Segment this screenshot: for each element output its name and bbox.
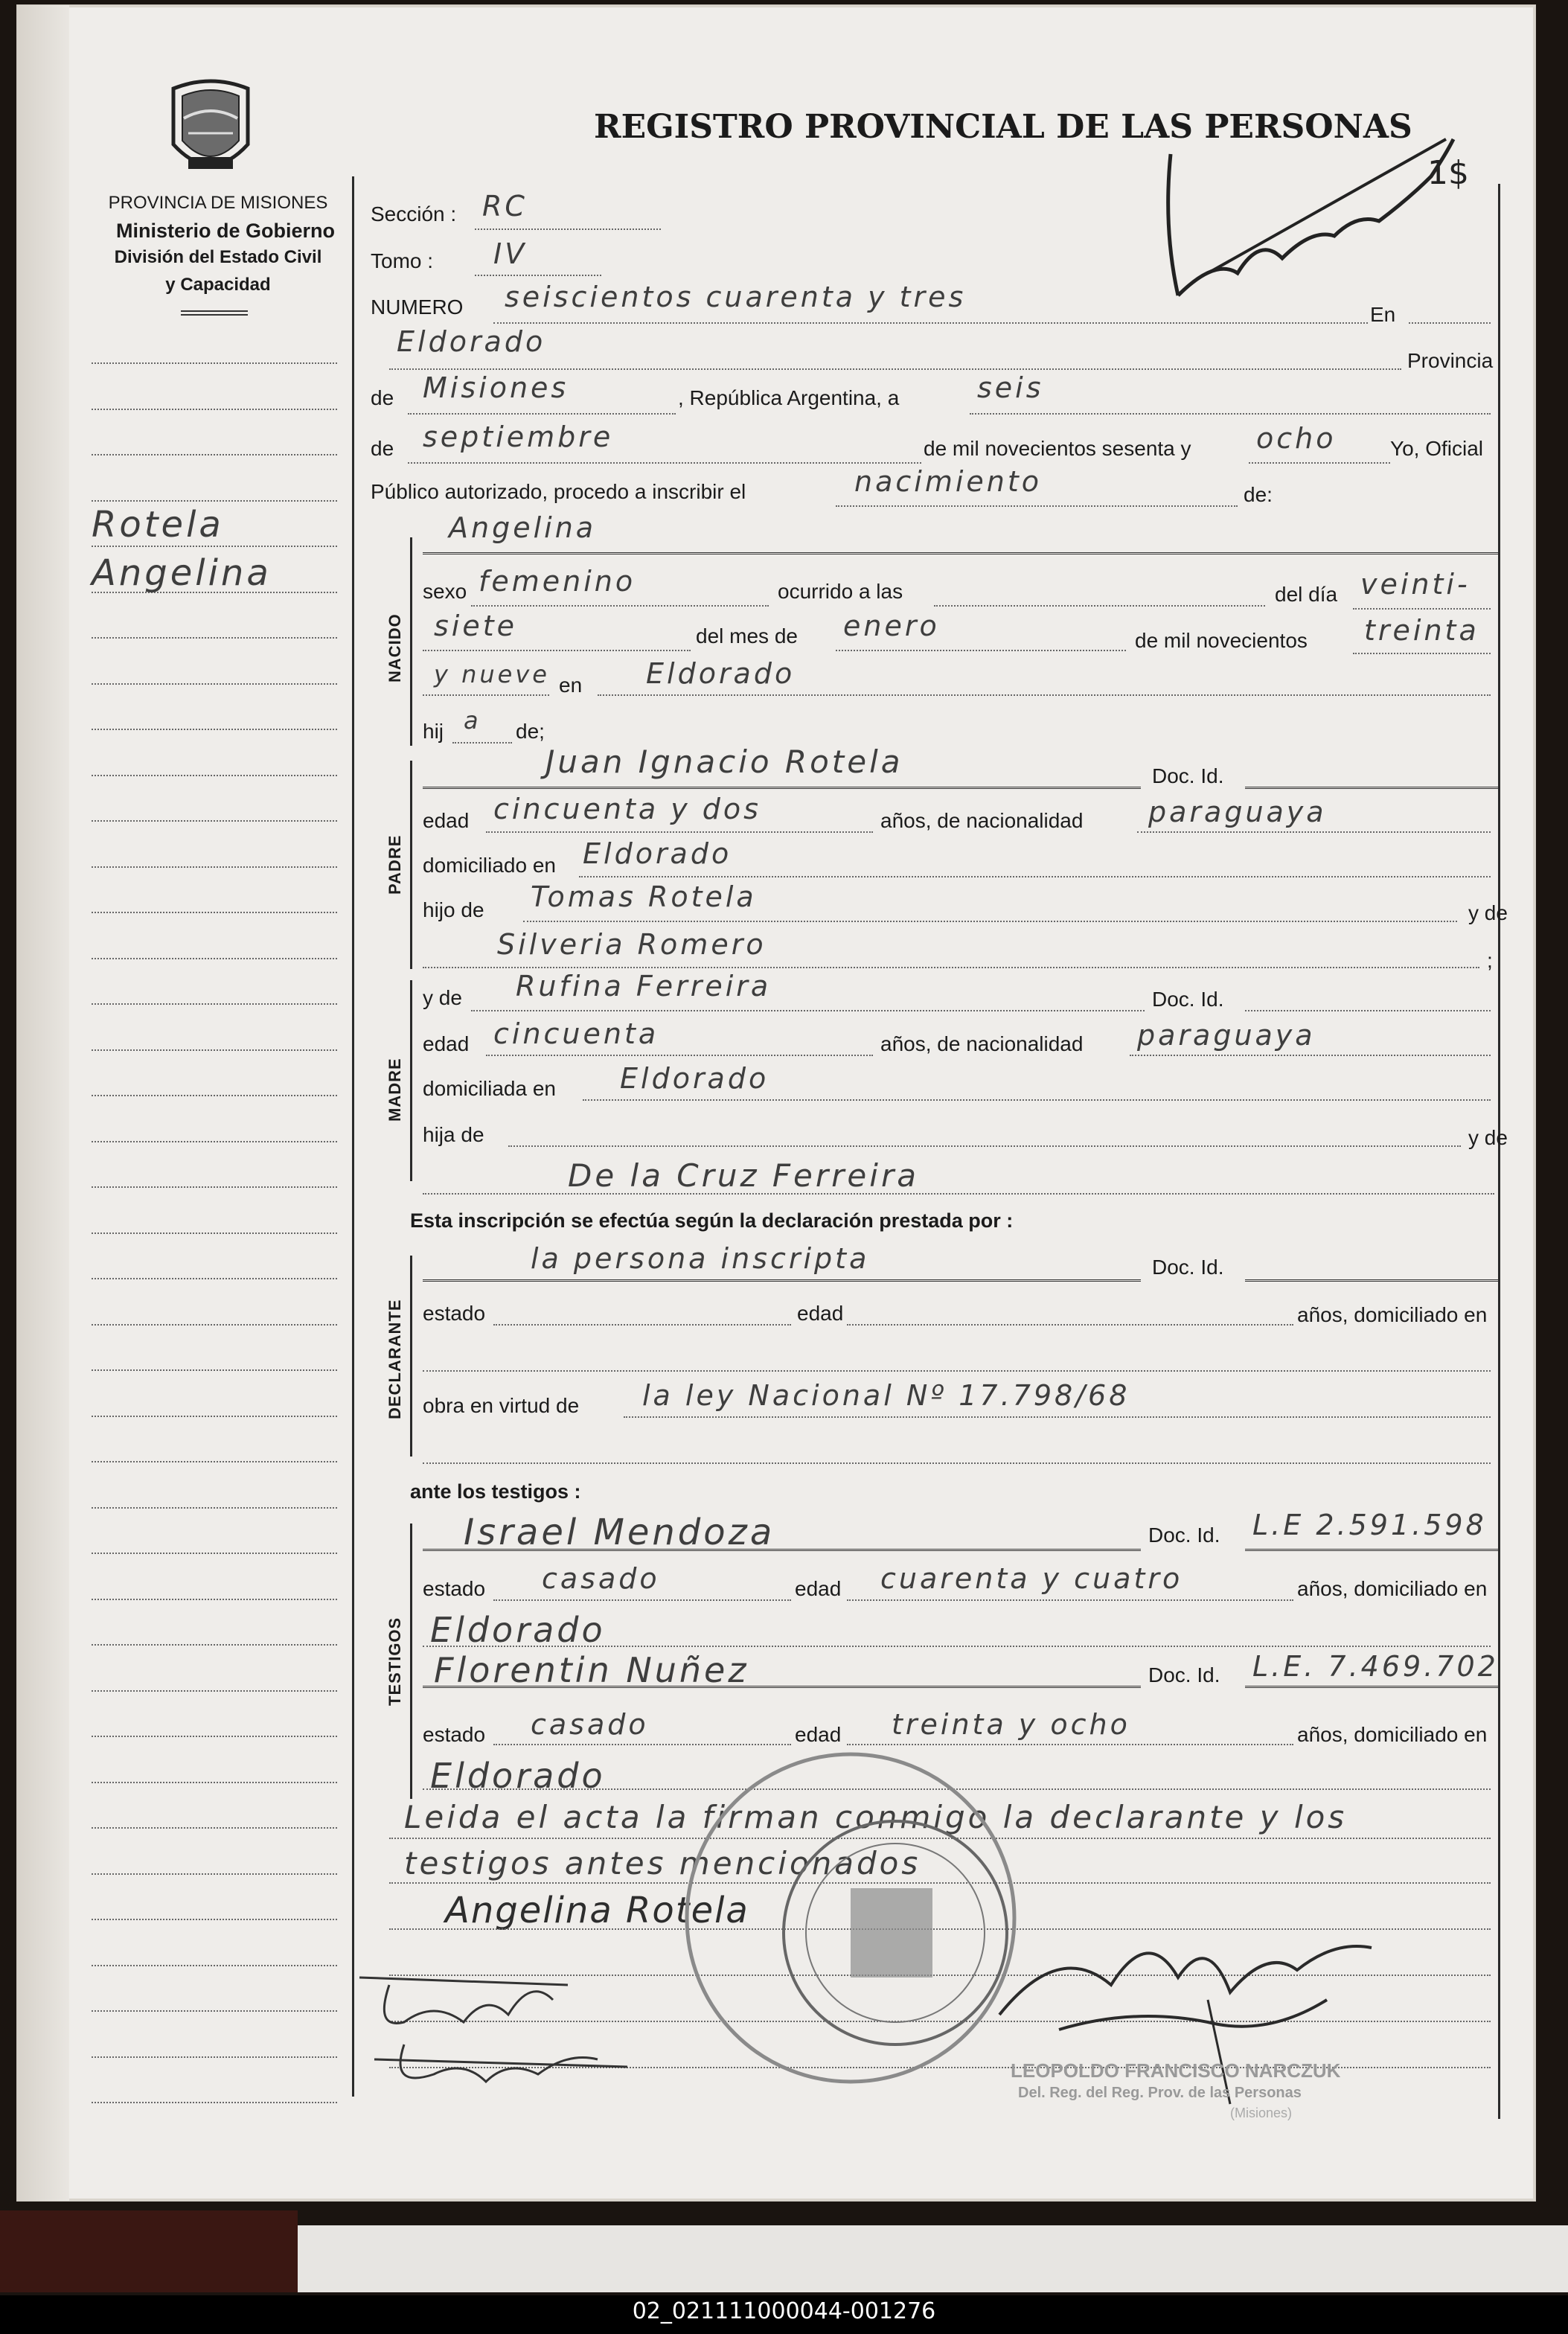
numero-value: seiscientos cuarenta y tres <box>505 281 967 313</box>
en-label-2: en <box>559 674 583 697</box>
padre-side-label: PADRE <box>385 834 404 895</box>
ministry-name: Ministerio de Gobierno <box>115 220 336 242</box>
father-domicile: Eldorado <box>583 837 732 870</box>
margin-line <box>92 1736 337 1737</box>
registration-place: Eldorado <box>397 325 546 358</box>
image-id-caption: 02_021111000044-001276 <box>632 2298 936 2324</box>
margin-line <box>92 1141 337 1142</box>
margin-line <box>92 2010 337 2012</box>
publico-label: Público autorizado, procedo a inscribir el <box>371 480 746 503</box>
de-label: de <box>371 386 394 409</box>
father-father: Tomas Rotela <box>531 880 757 913</box>
registrant-signature: Angelina Rotela <box>445 1890 749 1931</box>
semicolon-label: ; <box>1487 949 1493 972</box>
witness2-age: treinta y ocho <box>892 1708 1130 1741</box>
edad-label-5: edad <box>795 1723 842 1746</box>
margin-line <box>92 362 337 364</box>
margin-line <box>92 1919 337 1920</box>
mother-nationality: paraguaya <box>1137 1019 1316 1052</box>
father-nationality: paraguaya <box>1148 796 1327 828</box>
law-value: la ley Nacional Nº 17.798/68 <box>642 1379 1130 1412</box>
edad-label: edad <box>423 809 470 832</box>
del-mes-label: del mes de <box>696 624 798 648</box>
edad-label-4: edad <box>795 1577 842 1600</box>
margin-line <box>92 454 337 455</box>
tomo-label: Tomo : <box>371 249 434 272</box>
mother-name: Rufina Ferreira <box>516 970 772 1003</box>
numero-label: NUMERO <box>371 295 464 319</box>
obra-label: obra en virtud de <box>423 1394 580 1417</box>
birth-day-1: veinti- <box>1360 568 1471 601</box>
edad-label-2: edad <box>423 1032 470 1055</box>
hijo-de-label: hijo de <box>423 898 484 921</box>
estado-label: estado <box>423 1302 486 1325</box>
nacido-side-label: NACIDO <box>385 613 404 682</box>
year-value: ocho <box>1256 422 1337 455</box>
margin-line <box>92 546 337 547</box>
margin-line <box>92 637 337 639</box>
act-value: nacimiento <box>854 465 1043 498</box>
margin-line <box>92 912 337 913</box>
anos-nac-label-2: años, de nacionalidad <box>880 1032 1084 1055</box>
margin-given-name: Angelina <box>92 552 272 594</box>
doc-id-label-5: Doc. Id. <box>1148 1663 1220 1686</box>
book-cover <box>0 2210 298 2292</box>
right-border-rule <box>1498 184 1500 2119</box>
de-label-2: de <box>371 437 394 460</box>
anos-nac-label: años, de nacionalidad <box>880 809 1084 832</box>
closing-line-1: Leida el acta la firman conmigo la declarante y los <box>404 1799 1348 1835</box>
annotation-scribble <box>1133 87 1476 303</box>
year-label: de mil novecientos sesenta y <box>924 437 1191 460</box>
day-value: seis <box>977 371 1044 404</box>
official-round-stamp <box>672 1739 1029 2097</box>
witness1-domicile: Eldorado <box>430 1610 606 1650</box>
yo-oficial-label: Yo, Oficial <box>1390 437 1484 460</box>
document-title: REGISTRO PROVINCIAL DE LAS PERSONAS <box>594 108 1412 146</box>
province-value: Misiones <box>423 371 569 404</box>
sexo-label: sexo <box>423 580 467 603</box>
month-value: septiembre <box>423 421 614 453</box>
child-name: Angelina <box>449 511 597 544</box>
birth-month: enero <box>843 610 940 642</box>
de-mil-nov-label: de mil novecientos <box>1135 629 1308 652</box>
division-name-2: y Capacidad <box>165 275 271 295</box>
estado-label-3: estado <box>423 1723 486 1746</box>
witness2-name: Florentin Nuñez <box>434 1650 749 1690</box>
margin-line <box>92 1690 337 1692</box>
margin-line <box>92 1278 337 1279</box>
margin-line <box>92 820 337 822</box>
declarant-value: la persona inscripta <box>531 1242 870 1275</box>
margin-line <box>92 1369 337 1371</box>
margin-line <box>92 1965 337 1966</box>
provincia-label: Provincia <box>1407 349 1494 372</box>
officer-stamp-title: Del. Reg. del Reg. Prov. de las Personas <box>1018 2085 1302 2101</box>
svg-text:1$: 1$ <box>1427 154 1469 192</box>
margin-line <box>92 958 337 959</box>
anos-dom-label-3: años, domiciliado en <box>1297 1723 1488 1746</box>
division-name: División del Estado Civil <box>114 247 322 267</box>
officer-stamp-province: (Misiones) <box>1230 2106 1293 2120</box>
domiciliada-label: domiciliada en <box>423 1077 556 1100</box>
del-dia-label: del día <box>1275 583 1338 606</box>
witness-signatures <box>345 1911 657 2104</box>
mother-mother: De la Cruz Ferreira <box>568 1157 919 1194</box>
margin-line <box>92 1186 337 1188</box>
witness2-doc: L.E. 7.469.702 <box>1252 1650 1499 1683</box>
mother-age: cincuenta <box>493 1017 659 1050</box>
provincial-seal-icon <box>159 74 263 185</box>
margin-line <box>92 1782 337 1783</box>
testigos-side-label: TESTIGOS <box>385 1617 404 1706</box>
en-label: En <box>1370 303 1396 326</box>
doc-id-label-4: Doc. Id. <box>1148 1524 1220 1547</box>
margin-line <box>92 2056 337 2058</box>
madre-side-label: MADRE <box>385 1058 404 1122</box>
margin-line <box>92 1049 337 1051</box>
father-mother: Silveria Romero <box>497 928 767 961</box>
sex-value: femenino <box>479 565 636 598</box>
margin-line <box>92 1507 337 1509</box>
margin-line <box>92 2102 337 2103</box>
margin-line <box>92 1644 337 1646</box>
declarante-side-label: DECLARANTE <box>385 1299 404 1419</box>
seccion-label: Sección : <box>371 202 457 226</box>
margin-line <box>92 775 337 776</box>
witness1-status: casado <box>542 1562 660 1595</box>
officer-stamp-name: LEOPOLDO FRANCISCO NARCZUK <box>1011 2059 1341 2082</box>
document-page <box>16 4 1536 2202</box>
seccion-value: RC <box>482 190 528 223</box>
witness1-age: cuarenta y cuatro <box>880 1562 1183 1595</box>
margin-surname: Rotela <box>92 504 224 546</box>
birth-place: Eldorado <box>646 657 796 690</box>
closing-line-2: testigos antes mencionados <box>404 1845 921 1881</box>
republica-label: , República Argentina, a <box>678 386 900 409</box>
margin-line <box>92 866 337 868</box>
tomo-value: IV <box>493 237 528 270</box>
margin-line <box>92 500 337 502</box>
margin-line <box>92 1873 337 1875</box>
witness2-status: casado <box>531 1708 649 1741</box>
margin-rule <box>352 176 354 2097</box>
margin-line <box>92 1461 337 1462</box>
margin-line <box>92 1599 337 1600</box>
de-semi-label: de; <box>516 720 545 743</box>
header-divider <box>181 310 248 316</box>
de-colon-label: de: <box>1244 483 1273 506</box>
margin-line <box>92 1324 337 1326</box>
ante-testigos-label: ante los testigos : <box>410 1480 581 1503</box>
margin-line <box>92 729 337 730</box>
margin-line <box>92 683 337 685</box>
birth-year-2: y nueve <box>434 660 550 688</box>
witness2-domicile: Eldorado <box>430 1756 606 1796</box>
doc-id-label-3: Doc. Id. <box>1152 1256 1224 1279</box>
margin-line <box>92 1416 337 1417</box>
edad-label-3: edad <box>797 1302 844 1325</box>
estado-label-2: estado <box>423 1577 486 1600</box>
hija-de-label: hija de <box>423 1123 484 1146</box>
margin-line <box>92 1232 337 1234</box>
birth-day-2: siete <box>434 610 518 642</box>
doc-id-label-2: Doc. Id. <box>1152 988 1224 1011</box>
page-binding <box>17 5 69 2201</box>
father-age: cincuenta y dos <box>493 793 761 825</box>
ocurrido-label: ocurrido a las <box>778 580 903 603</box>
declaracion-label: Esta inscripción se efectúa según la declaración prestada por : <box>410 1209 1014 1232</box>
domiciliado-label: domiciliado en <box>423 854 556 877</box>
witness1-name: Israel Mendoza <box>464 1512 775 1553</box>
anos-dom-label-2: años, domiciliado en <box>1297 1577 1488 1600</box>
margin-line <box>92 1553 337 1554</box>
margin-line <box>92 1095 337 1096</box>
anos-dom-label: años, domiciliado en <box>1297 1303 1488 1326</box>
witness1-doc: L.E 2.591.598 <box>1252 1509 1487 1541</box>
margin-line <box>92 1827 337 1829</box>
margin-line <box>92 1003 337 1005</box>
y-de-label-2: y de <box>1468 1126 1508 1149</box>
father-name: Juan Ignacio Rotela <box>545 744 903 780</box>
margin-line <box>92 409 337 410</box>
y-de-start-label: y de <box>423 986 462 1009</box>
doc-id-label: Doc. Id. <box>1152 764 1224 787</box>
y-de-label: y de <box>1468 901 1508 924</box>
province-name: PROVINCIA DE MISIONES <box>108 193 328 213</box>
mother-domicile: Eldorado <box>620 1062 769 1095</box>
hij-label: hij <box>423 720 444 743</box>
birth-year-1: treinta <box>1364 614 1479 647</box>
hij-suffix: a <box>464 706 481 735</box>
